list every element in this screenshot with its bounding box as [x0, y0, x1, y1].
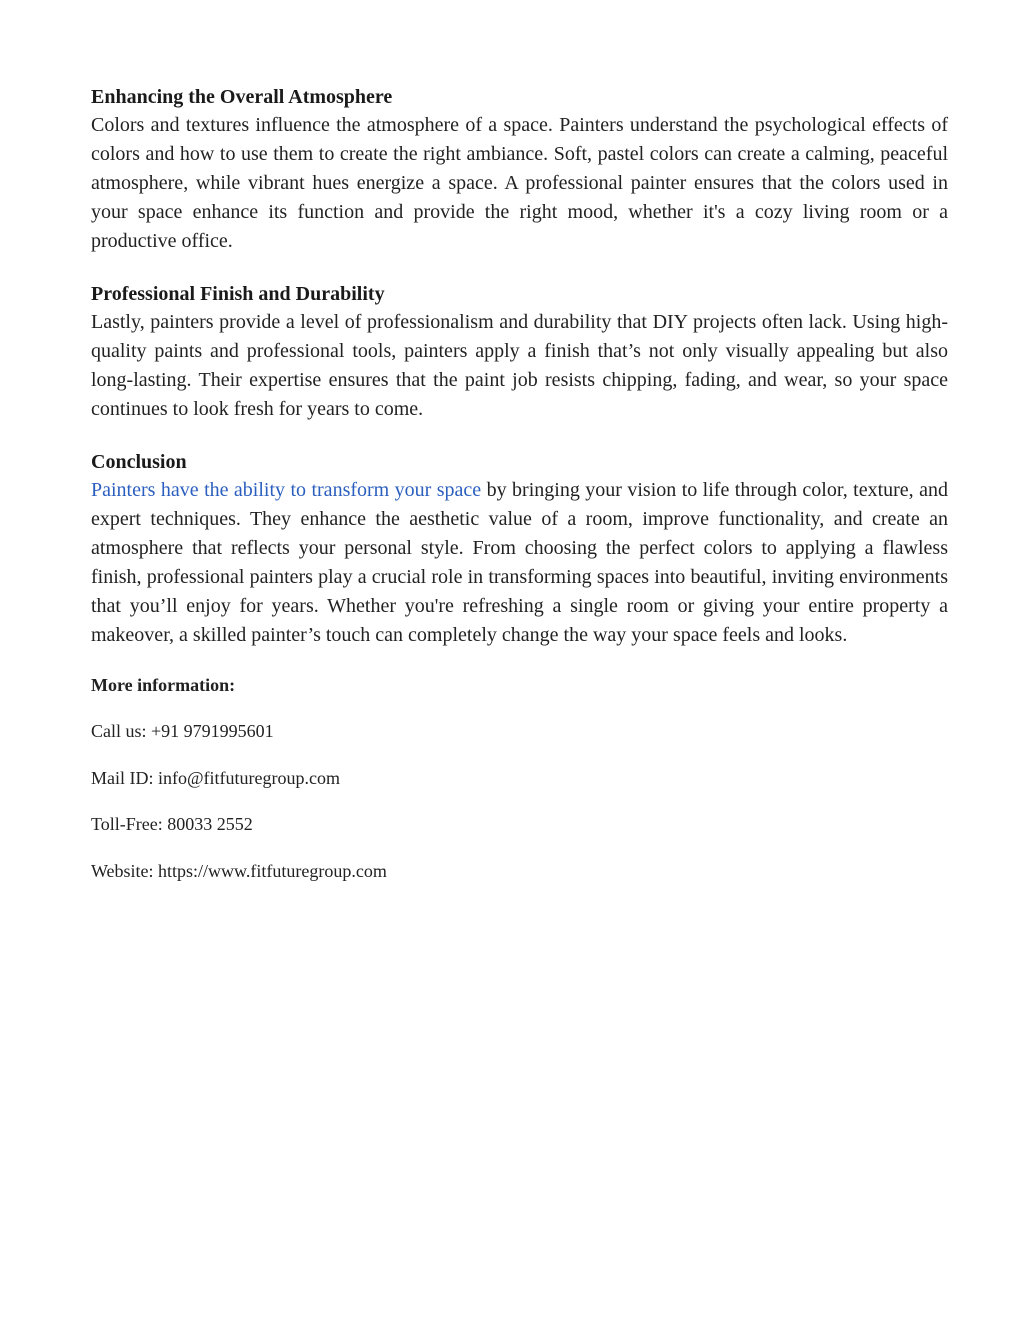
section-heading-finish-durability: Professional Finish and Durability	[91, 283, 385, 305]
mail-id-line: Mail ID: info@fitfuturegroup.com	[91, 767, 341, 788]
section-heading-atmosphere: Enhancing the Overall Atmosphere	[91, 86, 393, 108]
document-page	[91, 78, 948, 883]
more-information-heading: More information:	[91, 675, 236, 695]
transform-space-link[interactable]: Painters have the ability to transform your space	[91, 479, 482, 501]
section-paragraph-conclusion	[91, 476, 948, 650]
section-paragraph-atmosphere: Colors and textures influence the atmosphere of a space. Painters understand the psychological effects of colors and how to use them to create the right ambiance. Soft, pastel colors can create a calming, peaceful atmosphere, while vibrant hues energize a space. A professional painter ensures that the colors used in your space enhance its function and provide the right mood, whether it's a cozy living room or a productive office.	[91, 114, 948, 252]
website-line: Website: https://www.fitfuturegroup.com	[91, 860, 387, 881]
section-heading-conclusion: Conclusion	[91, 451, 187, 473]
section-paragraph-finish-durability: Lastly, painters provide a level of professionalism and durability that DIY projects often lack. Using high-quality paints and professional tools, painters apply a finish that’s not only visually appealing but also long-lasting. Their expertise ensures that the paint job resists chipping, fading, and wear, so your space continues to look fresh for years to come.	[91, 311, 948, 420]
toll-free-line: Toll-Free: 80033 2552	[91, 814, 253, 835]
call-us-line: Call us: +91 9791995601	[91, 721, 274, 742]
conclusion-text: by bringing your vision to life through color, texture, and expert techniques. They enhance the aesthetic value of a room, improve functionality, and create an atmosphere that reflects your personal style. From choosing the perfect colors to applying a flawless finish, professional painters play a crucial role in transforming spaces into beautiful, inviting environments that you’ll enjoy for years. Whether you're refreshing a single room or giving your entire property a makeover, a skilled painter’s touch can completely change the way your space feels and looks.	[91, 479, 948, 646]
